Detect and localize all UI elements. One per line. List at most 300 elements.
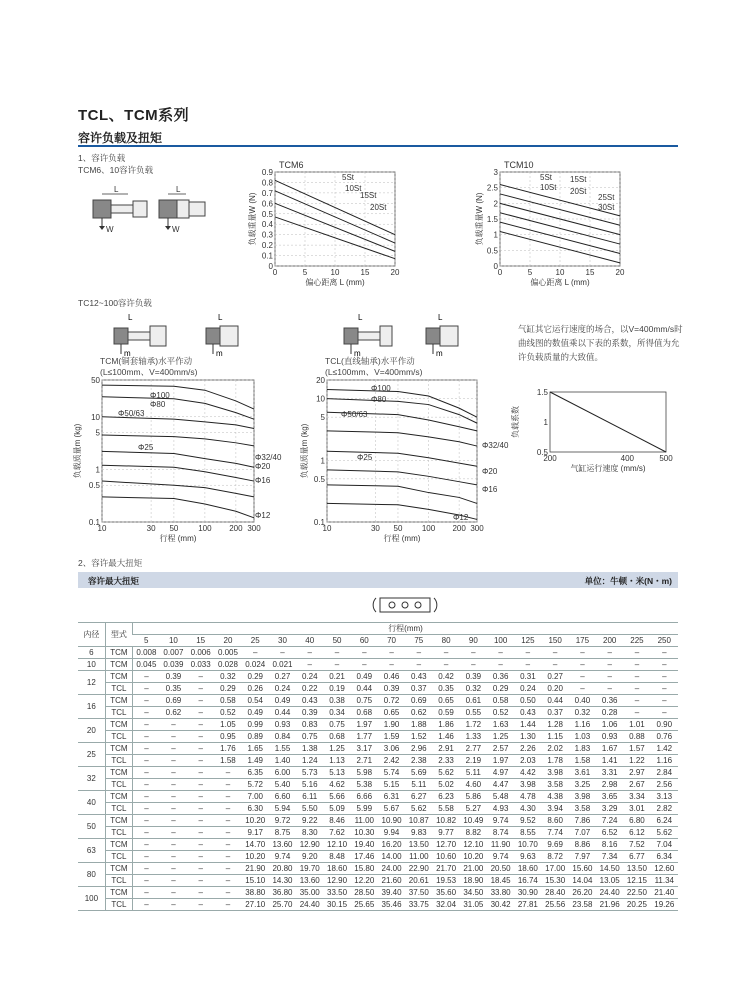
value-cell: 18.60 — [514, 863, 541, 875]
l-label-left: L — [114, 185, 119, 194]
value-cell: – — [214, 791, 241, 803]
value-cell: 8.16 — [596, 839, 623, 851]
table-row — [78, 743, 678, 755]
speed-note: 气缸其它运行速度的场合，以V=400mm/s时曲线图的数值乘以下表的系数，所得值为允许负载质量的大致值。 — [518, 324, 683, 362]
value-cell: – — [214, 779, 241, 791]
series-label: Φ12 — [453, 513, 469, 522]
l-label-tcm-b: L — [218, 313, 223, 322]
x-tick-label: 30 — [146, 524, 156, 533]
value-cell: 5.62 — [432, 767, 459, 779]
y-tick-label: 0.8 — [261, 178, 273, 188]
value-cell: 0.40 — [569, 695, 596, 707]
header-stroke-value: 150 — [542, 635, 569, 647]
value-cell: 6.00 — [269, 767, 296, 779]
y-tick-label: 0.1 — [261, 251, 273, 261]
value-cell: 0.90 — [651, 719, 678, 731]
value-cell: – — [351, 647, 378, 659]
value-cell: – — [651, 695, 678, 707]
value-cell: 37.50 — [405, 887, 432, 899]
cylinder-diagram-small — [90, 182, 230, 238]
value-cell: 3.13 — [651, 791, 678, 803]
value-cell: – — [214, 815, 241, 827]
x-tick-label: 10 — [330, 268, 340, 277]
cylinder-icon-tcm-b — [206, 313, 238, 358]
value-cell: 19.70 — [296, 863, 323, 875]
value-cell: 3.29 — [596, 803, 623, 815]
type-cell: TCM — [105, 839, 132, 851]
value-cell: 9.22 — [296, 815, 323, 827]
tcl-caption: TCL(直线轴承)水平作动 (L≤100mm、V=400mm/s) — [325, 356, 423, 377]
value-cell: 0.29 — [242, 671, 269, 683]
value-cell: 13.60 — [269, 839, 296, 851]
value-cell: 5.72 — [242, 779, 269, 791]
value-cell: 25.70 — [269, 899, 296, 911]
value-cell: – — [133, 695, 160, 707]
x-tick-label: 20 — [615, 268, 625, 277]
value-cell: 19.53 — [432, 875, 459, 887]
value-cell: 35.46 — [378, 899, 405, 911]
value-cell: 0.61 — [460, 695, 487, 707]
y-tick-label: 20 — [316, 376, 325, 385]
value-cell: 4.78 — [514, 791, 541, 803]
value-cell: – — [214, 851, 241, 863]
value-cell: 0.43 — [405, 671, 432, 683]
value-cell: 6.27 — [405, 791, 432, 803]
value-cell: 1.97 — [351, 719, 378, 731]
value-cell: – — [160, 779, 187, 791]
value-cell: 0.32 — [214, 671, 241, 683]
cylinder-icon-left — [93, 185, 147, 234]
value-cell: 1.33 — [460, 731, 487, 743]
value-cell: 14.04 — [569, 875, 596, 887]
value-cell: 26.20 — [569, 887, 596, 899]
value-cell: 0.65 — [378, 707, 405, 719]
value-cell: 10.90 — [378, 815, 405, 827]
value-cell: – — [323, 659, 350, 671]
value-cell: 8.86 — [569, 839, 596, 851]
value-cell: – — [296, 659, 323, 671]
y-axis-label: 负载质量m (kg) — [73, 423, 82, 479]
type-cell: TCM — [105, 719, 132, 731]
y-tick-label: 1.5 — [486, 215, 498, 224]
value-cell: 7.24 — [596, 815, 623, 827]
value-cell: 4.30 — [514, 803, 541, 815]
value-cell: 1.13 — [323, 755, 350, 767]
value-cell: – — [133, 767, 160, 779]
value-cell: 0.49 — [242, 707, 269, 719]
value-cell: – — [214, 767, 241, 779]
value-cell: 25.56 — [542, 899, 569, 911]
value-cell: 0.75 — [296, 731, 323, 743]
value-cell: – — [378, 659, 405, 671]
value-cell: 1.44 — [514, 719, 541, 731]
value-cell: 0.52 — [487, 707, 514, 719]
value-cell: 3.01 — [623, 803, 650, 815]
bore-cell: 20 — [78, 719, 105, 743]
y-tick-label: 1.5 — [536, 388, 548, 397]
value-cell: 2.96 — [405, 743, 432, 755]
value-cell: – — [596, 683, 623, 695]
value-cell: 14.70 — [242, 839, 269, 851]
type-cell: TCL — [105, 803, 132, 815]
type-cell: TCL — [105, 755, 132, 767]
value-cell: – — [160, 815, 187, 827]
value-cell: 10.20 — [242, 851, 269, 863]
header-stroke-value: 40 — [296, 635, 323, 647]
value-cell: 5.11 — [405, 779, 432, 791]
value-cell: 0.22 — [296, 683, 323, 695]
type-cell: TCM — [105, 659, 132, 671]
value-cell: 13.05 — [596, 875, 623, 887]
value-cell: – — [133, 827, 160, 839]
value-cell: 5.66 — [323, 791, 350, 803]
y-tick-label: 0.5 — [313, 474, 325, 484]
value-cell: 9.52 — [514, 815, 541, 827]
value-cell: 5.40 — [269, 779, 296, 791]
value-cell: 0.72 — [378, 695, 405, 707]
value-cell: – — [514, 659, 541, 671]
value-cell: 9.17 — [242, 827, 269, 839]
value-cell: 0.39 — [296, 707, 323, 719]
value-cell: 4.38 — [542, 791, 569, 803]
value-cell: 0.43 — [514, 707, 541, 719]
value-cell: 0.024 — [242, 659, 269, 671]
value-cell: 1.38 — [296, 743, 323, 755]
value-cell: 6.11 — [296, 791, 323, 803]
value-cell: 20.61 — [405, 875, 432, 887]
type-cell: TCM — [105, 887, 132, 899]
y-tick-label: 0.7 — [261, 188, 273, 198]
series-label: Φ16 — [482, 485, 498, 494]
y-tick-label: 0.5 — [88, 481, 100, 491]
table-row — [78, 647, 678, 659]
value-cell: 4.60 — [460, 779, 487, 791]
value-cell: – — [133, 839, 160, 851]
value-cell: – — [187, 791, 214, 803]
value-cell: 2.56 — [651, 779, 678, 791]
value-cell: 0.69 — [405, 695, 432, 707]
x-tick-label: 10 — [97, 524, 107, 533]
table-row — [78, 731, 678, 743]
value-cell: 0.58 — [214, 695, 241, 707]
value-cell: – — [623, 647, 650, 659]
value-cell: 0.24 — [514, 683, 541, 695]
series-label: Φ25 — [138, 443, 154, 452]
value-cell: 18.45 — [487, 875, 514, 887]
type-cell: TCM — [105, 647, 132, 659]
bore-cell: 50 — [78, 815, 105, 839]
value-cell: 5.98 — [351, 767, 378, 779]
value-cell: 3.34 — [623, 791, 650, 803]
value-cell: 4.42 — [514, 767, 541, 779]
type-cell: TCL — [105, 851, 132, 863]
header-stroke-value: 90 — [460, 635, 487, 647]
bore-cell: 63 — [78, 839, 105, 863]
value-cell: 3.94 — [542, 803, 569, 815]
value-cell: 1.63 — [487, 719, 514, 731]
value-cell: 36.80 — [269, 887, 296, 899]
value-cell: 1.41 — [596, 755, 623, 767]
value-cell: 1.16 — [651, 755, 678, 767]
bore-cell: 100 — [78, 887, 105, 911]
value-cell: 31.05 — [460, 899, 487, 911]
value-cell: – — [187, 887, 214, 899]
value-cell: – — [187, 743, 214, 755]
value-cell: 1.90 — [378, 719, 405, 731]
y-axis-label: 负载系数 — [511, 406, 520, 438]
value-cell: 0.42 — [432, 671, 459, 683]
x-tick-label: 200 — [543, 454, 557, 463]
y-tick-label: 0.1 — [313, 518, 325, 527]
value-cell: 9.63 — [514, 851, 541, 863]
value-cell: 1.52 — [405, 731, 432, 743]
value-cell: 2.98 — [596, 779, 623, 791]
value-cell: – — [432, 659, 459, 671]
value-cell: 35.60 — [432, 887, 459, 899]
value-cell: 1.28 — [542, 719, 569, 731]
value-cell: 2.57 — [487, 743, 514, 755]
x-tick-label: 15 — [360, 268, 370, 277]
value-cell: – — [133, 731, 160, 743]
value-cell: 7.07 — [569, 827, 596, 839]
value-cell: – — [133, 791, 160, 803]
y-tick-label: 5 — [95, 428, 100, 438]
series-label: Φ16 — [255, 476, 271, 485]
value-cell: – — [487, 647, 514, 659]
torque-bar-title: 容许最大扭矩 — [88, 576, 140, 586]
value-cell: 9.74 — [269, 851, 296, 863]
x-axis-label: 行程 (mm) — [383, 534, 421, 543]
value-cell: – — [187, 719, 214, 731]
value-cell: 0.84 — [269, 731, 296, 743]
value-cell: 7.00 — [242, 791, 269, 803]
value-cell: 4.47 — [487, 779, 514, 791]
y-tick-label: 5 — [320, 413, 325, 423]
value-cell: 12.10 — [460, 839, 487, 851]
x-tick-label: 5 — [302, 268, 308, 277]
value-cell: – — [160, 743, 187, 755]
y-axis-label: 负载质量m (kg) — [300, 423, 309, 479]
value-cell: 21.60 — [378, 875, 405, 887]
torque-table — [78, 622, 678, 911]
value-cell: 22.90 — [405, 863, 432, 875]
y-tick-label: 0.5 — [536, 448, 548, 457]
type-cell: TCL — [105, 707, 132, 719]
value-cell: 1.24 — [296, 755, 323, 767]
value-cell: – — [623, 683, 650, 695]
value-cell: 10.20 — [242, 815, 269, 827]
value-cell: 3.58 — [569, 803, 596, 815]
header-stroke-value: 20 — [214, 635, 241, 647]
value-cell: 1.30 — [514, 731, 541, 743]
x-tick-label: 200 — [229, 524, 243, 533]
value-cell: – — [596, 647, 623, 659]
value-cell: 1.25 — [323, 743, 350, 755]
value-cell: 3.58 — [542, 779, 569, 791]
value-cell: 30.90 — [514, 887, 541, 899]
x-tick-label: 300 — [247, 524, 261, 533]
x-tick-label: 15 — [585, 268, 595, 277]
header-stroke-value: 25 — [242, 635, 269, 647]
value-cell: 0.35 — [432, 683, 459, 695]
value-cell: 7.04 — [651, 839, 678, 851]
value-cell: – — [214, 875, 241, 887]
value-cell: – — [460, 659, 487, 671]
value-cell: 0.62 — [405, 707, 432, 719]
value-cell: – — [187, 803, 214, 815]
tc12-100-label: TC12~100容许负载 — [78, 298, 152, 308]
y-tick-label: 0 — [268, 262, 273, 271]
value-cell: 9.20 — [296, 851, 323, 863]
x-tick-label: 10 — [322, 524, 332, 533]
value-cell: – — [187, 695, 214, 707]
value-cell: 19.40 — [351, 839, 378, 851]
tcm10-chart — [470, 158, 640, 288]
value-cell: 7.52 — [623, 839, 650, 851]
value-cell: 15.60 — [569, 863, 596, 875]
section-subtitle: 容许负载及扭矩 — [78, 131, 163, 145]
value-cell: 0.95 — [214, 731, 241, 743]
type-cell: TCM — [105, 767, 132, 779]
series-label: 15St — [570, 175, 587, 184]
x-axis-label: 气缸运行速度 (mm/s) — [570, 464, 646, 473]
y-tick-label: 3 — [493, 168, 498, 177]
value-cell: 9.77 — [432, 827, 459, 839]
tcm-mount-diagram — [110, 310, 250, 360]
value-cell: 2.91 — [432, 743, 459, 755]
table-row — [78, 659, 678, 671]
value-cell: 0.44 — [351, 683, 378, 695]
value-cell: 33.80 — [487, 887, 514, 899]
value-cell: 21.90 — [242, 863, 269, 875]
type-cell: TCM — [105, 695, 132, 707]
m-label-tcl-a: m — [354, 349, 361, 358]
value-cell: 1.46 — [432, 731, 459, 743]
value-cell: 0.69 — [160, 695, 187, 707]
value-cell: 0.43 — [296, 695, 323, 707]
y-tick-label: 0 — [493, 262, 498, 271]
value-cell: 11.90 — [487, 839, 514, 851]
value-cell: 5.73 — [296, 767, 323, 779]
value-cell: 1.86 — [432, 719, 459, 731]
value-cell: 12.90 — [296, 839, 323, 851]
value-cell: 10.70 — [514, 839, 541, 851]
value-cell: 0.65 — [432, 695, 459, 707]
value-cell: 7.74 — [542, 827, 569, 839]
value-cell: – — [487, 659, 514, 671]
value-cell: 8.55 — [514, 827, 541, 839]
tcm6-10-label: TCM6、10容许负载 — [78, 165, 154, 175]
value-cell: 38.80 — [242, 887, 269, 899]
value-cell: – — [623, 659, 650, 671]
value-cell: – — [187, 815, 214, 827]
bore-cell: 12 — [78, 671, 105, 695]
x-tick-label: 100 — [421, 524, 436, 533]
value-cell: 0.21 — [323, 671, 350, 683]
value-cell: – — [133, 875, 160, 887]
torque-icon — [370, 594, 440, 618]
value-cell: – — [133, 755, 160, 767]
value-cell: – — [623, 671, 650, 683]
value-cell: 23.58 — [569, 899, 596, 911]
value-cell: 12.20 — [351, 875, 378, 887]
value-cell: – — [460, 647, 487, 659]
value-cell: 25.65 — [351, 899, 378, 911]
header-stroke-value: 10 — [160, 635, 187, 647]
header-stroke-value: 250 — [651, 635, 678, 647]
value-cell: – — [378, 647, 405, 659]
series-label: 5St — [342, 173, 355, 182]
value-cell: 1.25 — [487, 731, 514, 743]
value-cell: 1.58 — [569, 755, 596, 767]
value-cell: 0.34 — [323, 707, 350, 719]
table-row — [78, 899, 678, 911]
value-cell: – — [133, 719, 160, 731]
value-cell: 13.60 — [296, 875, 323, 887]
l-label-right: L — [176, 185, 181, 194]
value-cell: 27.10 — [242, 899, 269, 911]
value-cell: 8.60 — [542, 815, 569, 827]
tcm-caption: TCM(铜套轴承)水平作动 (L≤100mm、V=400mm/s) — [100, 356, 198, 377]
value-cell: 1.57 — [623, 743, 650, 755]
value-cell: 6.12 — [623, 827, 650, 839]
table-row — [78, 671, 678, 683]
bore-cell: 10 — [78, 659, 105, 671]
value-cell: 1.03 — [569, 731, 596, 743]
value-cell: 1.55 — [269, 743, 296, 755]
value-cell: 35.00 — [296, 887, 323, 899]
value-cell: 33.75 — [405, 899, 432, 911]
value-cell: 0.26 — [242, 683, 269, 695]
value-cell: 5.67 — [378, 803, 405, 815]
value-cell: 8.46 — [323, 815, 350, 827]
value-cell: 7.86 — [569, 815, 596, 827]
header-stroke-value: 70 — [378, 635, 405, 647]
value-cell: – — [596, 671, 623, 683]
value-cell: 1.49 — [242, 755, 269, 767]
value-cell: 5.16 — [296, 779, 323, 791]
table-row — [78, 707, 678, 719]
tcm-load-chart — [70, 374, 282, 549]
x-tick-label: 0 — [497, 268, 503, 277]
value-cell: 10.49 — [460, 815, 487, 827]
w-label-left: W — [106, 225, 114, 234]
value-cell: 0.007 — [160, 647, 187, 659]
value-cell: 1.83 — [569, 743, 596, 755]
value-cell: 1.72 — [460, 719, 487, 731]
value-cell: 0.58 — [487, 695, 514, 707]
value-cell: – — [133, 815, 160, 827]
series-label: 10St — [540, 183, 557, 192]
bore-cell: 80 — [78, 863, 105, 887]
x-tick-label: 200 — [452, 524, 466, 533]
value-cell: 0.006 — [187, 647, 214, 659]
type-cell: TCL — [105, 875, 132, 887]
value-cell: 1.16 — [569, 719, 596, 731]
value-cell: 9.69 — [542, 839, 569, 851]
value-cell: 2.03 — [514, 755, 541, 767]
value-cell: 5.27 — [460, 803, 487, 815]
value-cell: – — [323, 647, 350, 659]
value-cell: 13.50 — [405, 839, 432, 851]
value-cell: 4.93 — [487, 803, 514, 815]
value-cell: 8.74 — [487, 827, 514, 839]
y-tick-label: 0.6 — [261, 199, 273, 209]
value-cell: 0.28 — [596, 707, 623, 719]
value-cell: 6.60 — [269, 791, 296, 803]
value-cell: 0.68 — [351, 707, 378, 719]
value-cell: 1.01 — [623, 719, 650, 731]
